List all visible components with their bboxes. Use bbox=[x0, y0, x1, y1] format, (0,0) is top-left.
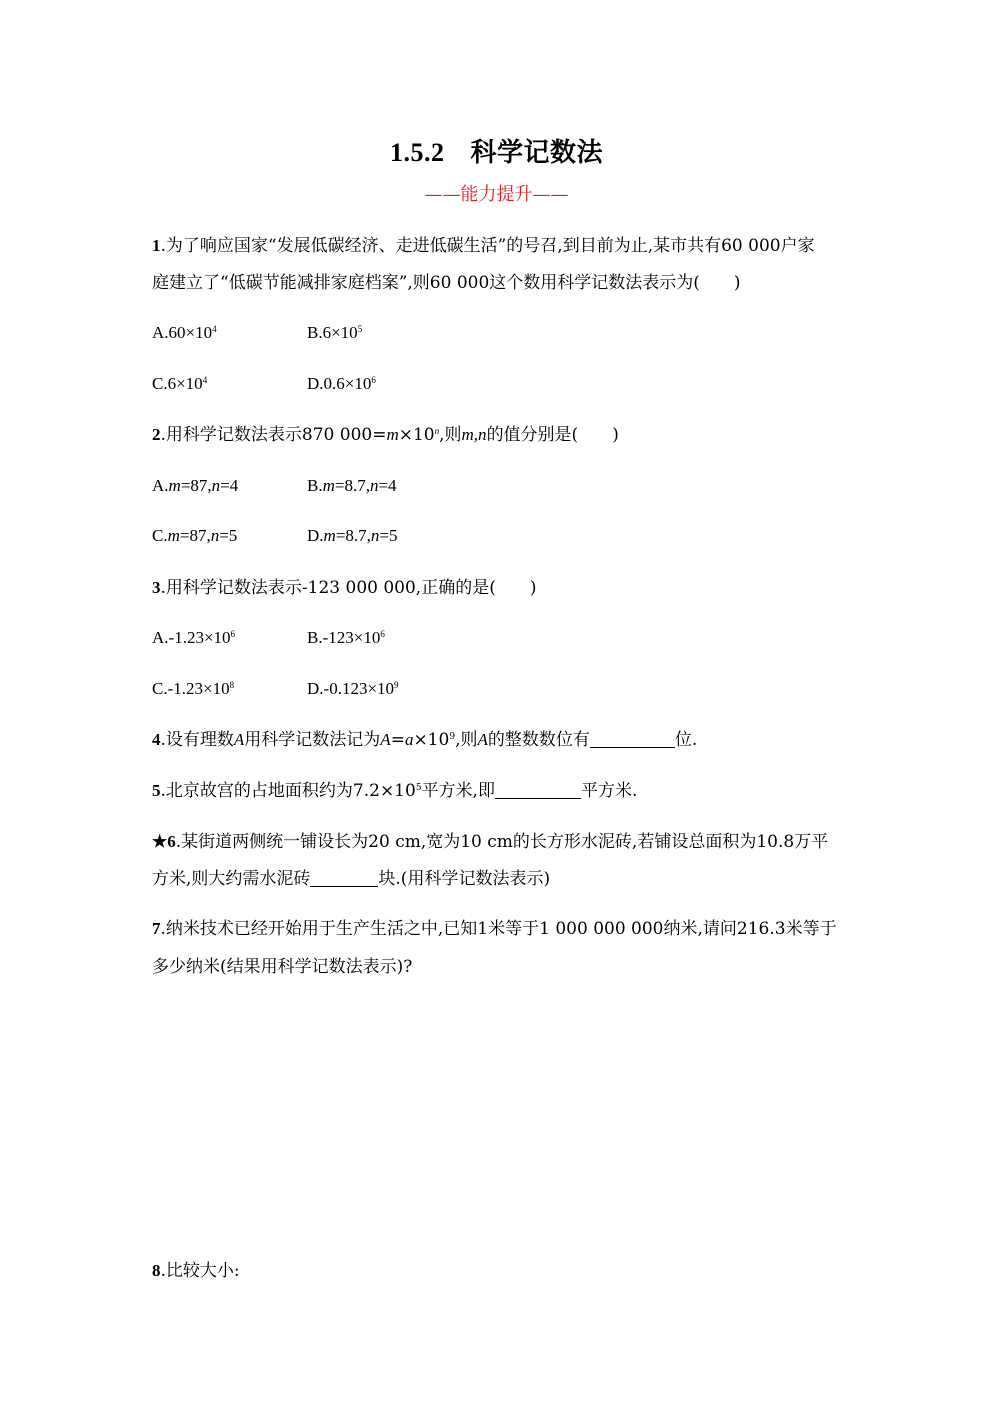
question-7-line-2: 多少纳米(结果用科学记数法表示)? bbox=[152, 957, 413, 977]
question-1-line-1 bbox=[152, 234, 815, 258]
question-number: 7 bbox=[152, 919, 161, 938]
section-title: 科学记数法 bbox=[470, 138, 603, 168]
question-2: 2.用科学记数法表示870 $000=m\times 10^n$,则m,n的值分别是( ) bbox=[152, 425, 619, 445]
question-3: 3.用科学记数法表示-123 000 000,正确的是( ) bbox=[152, 578, 537, 598]
q1-option-b: $B.6\times 10^5$ bbox=[307, 323, 363, 342]
q2-option-b: B.m=8.7,n=4 bbox=[307, 476, 397, 495]
question-text: .为了响应国家“发展低碳经济、走进低碳生活”的号召,到目前为止,某市共有60 000户家 bbox=[160, 236, 815, 256]
q3-option-b: $B.-123\times 10^6$ bbox=[307, 628, 385, 647]
q2-option-d: D.m=8.7,n=5 bbox=[307, 526, 398, 545]
question-number: 2 bbox=[152, 425, 161, 444]
question-6-line-2: 方米,则大约需水泥砖 块.(用科学记数法表示) bbox=[152, 869, 551, 889]
question-text: 庭建立了“低碳节能减排家庭档案”,则60 000这个数用科学记数法表示为( ) bbox=[152, 273, 741, 293]
question-number: 4 bbox=[152, 730, 161, 749]
question-7-line-1: 7.纳米技术已经开始用于生产生活之中,已知1米等于1 000 000 000纳米,请问216.3米等于 bbox=[152, 919, 837, 939]
question-6-line-1: ★6.某街道两侧统一铺设长为20 cm,宽为10 cm的长方形水泥砖,若铺设总面积为10.8万平 bbox=[152, 832, 829, 852]
question-5: 5.北京故宫的占地面积约为$7.2\times 10^5$平方米,即 平方米. bbox=[152, 781, 638, 801]
section-subtitle: ——能力提升—— bbox=[424, 184, 569, 205]
q1-option-d: $D.0.6\times 10^6$ bbox=[307, 374, 376, 393]
question-number: 6 bbox=[167, 832, 176, 851]
question-number: 8 bbox=[152, 1261, 161, 1280]
question-8: 8.比较大小: bbox=[152, 1261, 240, 1281]
q1-option-a: $A.60\times 10^4$ bbox=[152, 323, 217, 342]
star-icon: ★ bbox=[152, 832, 168, 851]
q2-option-a: A.m=87,n=4 bbox=[152, 476, 239, 495]
question-number: 3 bbox=[152, 578, 161, 597]
q3-option-d: $D.-0.123\times 10^9$ bbox=[307, 679, 399, 698]
answer-blank[interactable] bbox=[495, 780, 581, 799]
q1-option-c: $C.6\times 10^4$ bbox=[152, 374, 208, 393]
question-number: 1 bbox=[152, 236, 161, 255]
q3-option-c: $C.-1.23\times 10^8$ bbox=[152, 679, 235, 698]
question-1-line-2 bbox=[152, 271, 741, 295]
q2-option-c: C.m=87,n=5 bbox=[152, 526, 238, 545]
answer-blank[interactable] bbox=[590, 729, 675, 748]
question-number: 5 bbox=[152, 781, 161, 800]
answer-blank[interactable] bbox=[310, 868, 378, 887]
q3-option-a: $A.-1.23\times 10^6$ bbox=[152, 628, 236, 647]
page-title bbox=[0, 132, 993, 169]
question-4: 4.设有理数A用科学记数法记为$A=a\times 10^9$,则A的整数数位有 位. bbox=[152, 730, 698, 750]
section-number: 1.5.2 bbox=[389, 138, 445, 167]
